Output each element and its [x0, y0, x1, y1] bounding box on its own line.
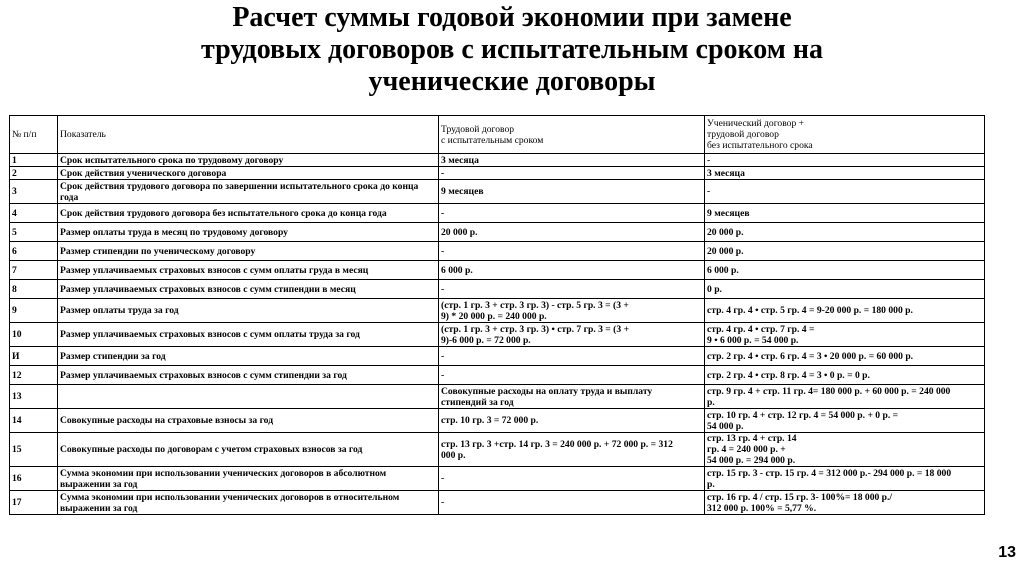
table-row [10, 467, 985, 491]
row-indicator: Срок действия трудового договора по завершении испытательного срока до конца года [58, 180, 439, 204]
row-student-value: 9 месяцев [705, 204, 985, 223]
row-student-value: стр. 10 гр. 4 + стр. 12 гр. 4 = 54 000 р. + 0 р. = 54 000 р. [705, 409, 985, 433]
row-employment-value: 6 000 р. [439, 261, 705, 280]
row-number: 14 [10, 409, 58, 433]
table-body [10, 154, 985, 515]
row-employment-value: - [439, 167, 705, 180]
row-student-value: - [705, 154, 985, 167]
row-indicator: Сумма экономии при использовании ученических договоров в относительном выражении за год [58, 491, 439, 515]
row-student-value: стр. 13 гр. 4 + стр. 14 гр. 4 = 240 000 р. + 54 000 р. = 294 000 р. [705, 433, 985, 467]
row-number: 5 [10, 223, 58, 242]
table-row [10, 347, 985, 366]
table-header-row [10, 116, 985, 154]
row-number: 13 [10, 385, 58, 409]
row-student-value: 0 р. [705, 280, 985, 299]
table-row [10, 167, 985, 180]
table-row [10, 280, 985, 299]
row-indicator: Размер стипендии по ученическому договору [58, 242, 439, 261]
row-number: 6 [10, 242, 58, 261]
row-number: 2 [10, 167, 58, 180]
table-row [10, 366, 985, 385]
row-number: 10 [10, 323, 58, 347]
header-indicator: Показатель [58, 116, 439, 154]
row-student-value: 6 000 р. [705, 261, 985, 280]
row-employment-value: - [439, 280, 705, 299]
row-indicator: Размер уплачиваемых страховых взносов с сумм стипендии в месяц [58, 280, 439, 299]
table-row [10, 204, 985, 223]
row-number: 3 [10, 180, 58, 204]
table-row [10, 180, 985, 204]
row-number: 12 [10, 366, 58, 385]
row-employment-value: 3 месяца [439, 154, 705, 167]
header-num: № п/п [10, 116, 58, 154]
row-student-value: стр. 4 гр. 4 • стр. 7 гр. 4 = 9 • 6 000 р. = 54 000 р. [705, 323, 985, 347]
table-row [10, 385, 985, 409]
row-student-value: 20 000 р. [705, 242, 985, 261]
title-line-1: Расчет суммы годовой экономии при замене [232, 2, 792, 33]
row-number: 15 [10, 433, 58, 467]
row-indicator: Срок действия трудового договора без испытательного срока до конца года [58, 204, 439, 223]
row-student-value: стр. 15 гр. 3 - стр. 15 гр. 4 = 312 000 р.- 294 000 р. = 18 000 р. [705, 467, 985, 491]
table-row [10, 242, 985, 261]
row-number: 8 [10, 280, 58, 299]
table-row [10, 223, 985, 242]
header-employment-contract: Трудовой договор с испытательным сроком [439, 116, 705, 154]
row-indicator: Размер уплачиваемых страховых взносов с сумм стипендии за год [58, 366, 439, 385]
row-student-value: стр. 9 гр. 4 + стр. 11 гр. 4= 180 000 р. + 60 000 р. = 240 000 р. [705, 385, 985, 409]
row-number: 4 [10, 204, 58, 223]
row-indicator: Срок действия ученического договора [58, 167, 439, 180]
row-student-value: стр. 4 гр. 4 • стр. 5 гр. 4 = 9-20 000 р. = 180 000 р. [705, 299, 985, 323]
row-number: 16 [10, 467, 58, 491]
title-line-3: ученические договоры [368, 66, 656, 97]
row-number: 7 [10, 261, 58, 280]
row-employment-value: (стр. 1 гр. 3 + стр. 3 гр. 3) • стр. 7 гр. 3 = (3 + 9)-6 000 р. = 72 000 р. [439, 323, 705, 347]
row-number: 1 [10, 154, 58, 167]
row-student-value: стр. 2 гр. 4 • стр. 8 гр. 4 = 3 • 0 р. = 0 р. [705, 366, 985, 385]
row-student-value: - [705, 180, 985, 204]
page-number: 13 [998, 544, 1016, 561]
savings-table [9, 115, 985, 515]
slide-title [0, 2, 1024, 98]
row-indicator: Совокупные расходы на страховые взносы за год [58, 409, 439, 433]
row-student-value: 3 месяца [705, 167, 985, 180]
table-row [10, 299, 985, 323]
table-row [10, 154, 985, 167]
row-indicator: Размер оплаты труда в месяц по трудовому договору [58, 223, 439, 242]
table-row [10, 409, 985, 433]
table-row [10, 261, 985, 280]
row-student-value: 20 000 р. [705, 223, 985, 242]
table-row [10, 491, 985, 515]
table-row [10, 323, 985, 347]
row-student-value: стр. 2 гр. 4 • стр. 6 гр. 4 = 3 • 20 000 р. = 60 000 р. [705, 347, 985, 366]
row-student-value: стр. 16 гр. 4 / стр. 15 гр. 3- 100%= 18 000 р./ 312 000 р. 100% = 5,77 %. [705, 491, 985, 515]
row-number: 9 [10, 299, 58, 323]
row-employment-value: - [439, 366, 705, 385]
row-employment-value: - [439, 204, 705, 223]
row-indicator: Совокупные расходы по договорам с учетом страховых взносов за год [58, 433, 439, 467]
row-number: 17 [10, 491, 58, 515]
row-indicator: Размер оплаты труда за год [58, 299, 439, 323]
row-indicator: Сумма экономии при использовании ученических договоров в абсолютном выражении за год [58, 467, 439, 491]
row-indicator: Размер уплачиваемых страховых взносов с сумм оплаты груда в месяц [58, 261, 439, 280]
row-employment-value: стр. 10 гр. 3 = 72 000 р. [439, 409, 705, 433]
row-employment-value: Совокупные расходы на оплату труда и выплату стипендий за год [439, 385, 705, 409]
row-employment-value: - [439, 491, 705, 515]
row-employment-value: - [439, 242, 705, 261]
row-employment-value: - [439, 347, 705, 366]
title-line-2: трудовых договоров с испытательным сроком на [201, 34, 823, 65]
row-employment-value: стр. 13 гр. 3 +стр. 14 гр. 3 = 240 000 р. + 72 000 р. = 312 000 р. [439, 433, 705, 467]
row-employment-value: (стр. 1 гр. 3 + стр. 3 гр. 3) - стр. 5 гр. 3 = (3 + 9) * 20 000 р. = 240 000 р. [439, 299, 705, 323]
row-indicator: Размер уплачиваемых страховых взносов с сумм оплаты труда за год [58, 323, 439, 347]
table-row [10, 433, 985, 467]
row-indicator [58, 385, 439, 409]
row-number: И [10, 347, 58, 366]
header-student-contract: Ученический договор + трудовой договор без испытательного срока [705, 116, 985, 154]
row-employment-value: - [439, 467, 705, 491]
row-indicator: Срок испытательного срока по трудовому договору [58, 154, 439, 167]
row-indicator: Размер стипендии за год [58, 347, 439, 366]
row-employment-value: 20 000 р. [439, 223, 705, 242]
row-employment-value: 9 месяцев [439, 180, 705, 204]
